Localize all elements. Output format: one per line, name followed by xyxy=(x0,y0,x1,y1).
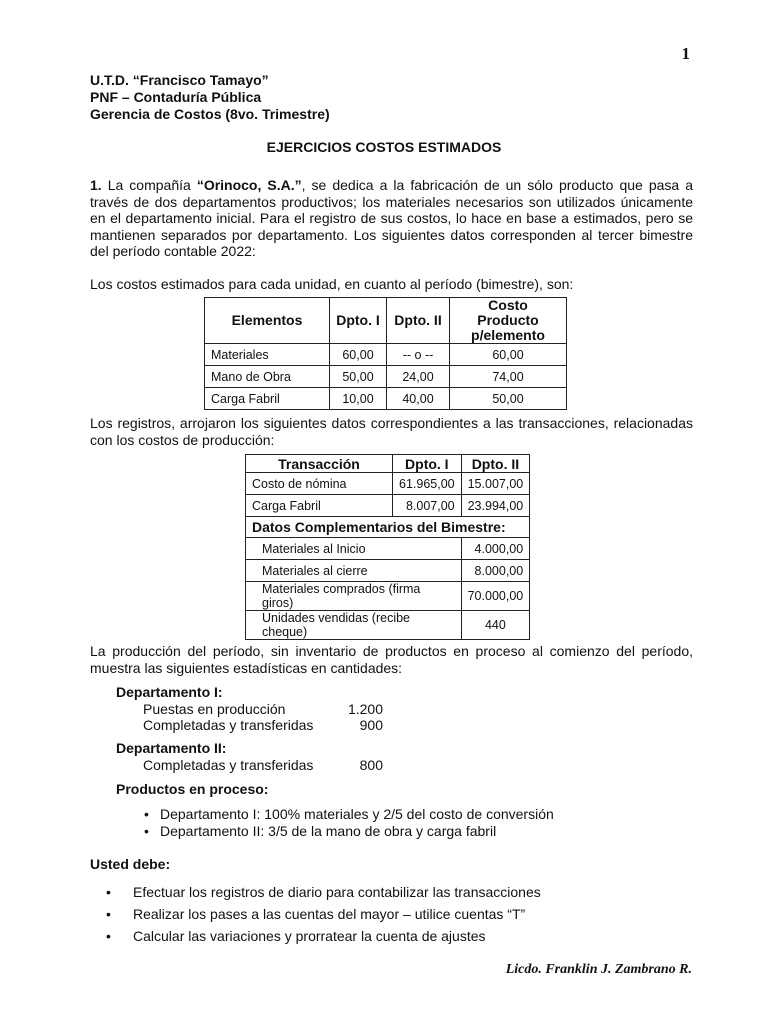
list-item xyxy=(116,701,383,718)
list-item: • Calcular las variaciones y prorratear la cuenta de ajustes xyxy=(133,925,541,947)
tasks-title: Usted debe: xyxy=(90,856,171,872)
in-process-title xyxy=(116,781,268,798)
table-row xyxy=(246,495,530,517)
list-item: • Departamento II: 3/5 de la mano de obra y carga fabril xyxy=(160,823,554,840)
course-line: Gerencia de Costos (8vo. Trimestre) xyxy=(90,106,330,122)
col-header-dpto2: Dpto. II xyxy=(387,298,450,344)
exercise-intro-a: La compañía xyxy=(107,177,197,193)
list-item: • Realizar los pases a las cuentas del mayor – utilice cuentas “T” xyxy=(133,903,541,925)
list-item: • Departamento I: 100% materiales y 2/5 del costo de conversión xyxy=(160,806,554,823)
dept2-title: Departamento II: xyxy=(116,740,227,756)
stat-value: 900 xyxy=(359,717,383,733)
table-cell: 50,00 xyxy=(450,388,567,410)
complementary-title: Datos Complementarios del Bimestre: xyxy=(246,517,530,538)
exercise-intro-b: , se dedica a la fabricación de un sólo producto que pasa a través de dos departamentos productivos; los materiales necesarios son utilizados únicamente en el departamento inicial. Para el registro de sus costos, lo hace en base a estimados, pero se mantienen separados por departamento. Los siguientes datos corresponden al tercer bimestre del período contable 2022: xyxy=(90,177,693,259)
table-row xyxy=(246,560,530,582)
table-cell: 40,00 xyxy=(387,388,450,410)
page-title: EJERCICIOS COSTOS ESTIMADOS xyxy=(266,139,502,155)
table-cell: 50,00 xyxy=(330,366,387,388)
dept2-section xyxy=(116,740,383,773)
table-cell: Materiales comprados (firma giros) xyxy=(246,582,462,611)
program-line: PNF – Contaduría Pública xyxy=(90,89,262,105)
col-header-elementos: Elementos xyxy=(205,298,330,344)
table-row xyxy=(205,366,567,388)
table-cell: 8.007,00 xyxy=(393,495,462,517)
institution-line: U.T.D. “Francisco Tamayo” xyxy=(90,72,269,88)
table-cell: 61.965,00 xyxy=(393,473,462,495)
table-cell: Unidades vendidas (recibe cheque) xyxy=(246,611,462,640)
stat-label: Completadas y transferidas xyxy=(143,717,314,733)
list-item: • Efectuar los registros de diario para contabilizar las transacciones xyxy=(133,881,541,903)
in-process-list xyxy=(160,806,554,840)
table-cell: Carga Fabril xyxy=(246,495,393,517)
table-cell: 15.007,00 xyxy=(461,473,530,495)
dept1-title: Departamento I: xyxy=(116,684,223,700)
table-cell: -- o -- xyxy=(387,344,450,366)
table-row xyxy=(205,344,567,366)
estimated-costs-table xyxy=(204,297,567,410)
page-number: 1 xyxy=(681,44,690,63)
col-header-dpto2: Dpto. II xyxy=(461,455,530,473)
table-cell: 60,00 xyxy=(330,344,387,366)
table-cell: 74,00 xyxy=(450,366,567,388)
table-cell: Materiales al cierre xyxy=(246,560,462,582)
table-row xyxy=(246,611,530,640)
table-row xyxy=(246,538,530,560)
tasks-list xyxy=(133,881,541,947)
col-header-costo-producto: Costo Producto p/elemento xyxy=(450,298,567,344)
table-cell: 4.000,00 xyxy=(461,538,530,560)
table-row xyxy=(205,388,567,410)
dept1-section xyxy=(116,684,383,734)
stat-label: Puestas en producción xyxy=(143,700,286,717)
table-cell: Mano de Obra xyxy=(205,366,330,388)
table-cell: 24,00 xyxy=(387,366,450,388)
table-row xyxy=(246,473,530,495)
table-cell: 60,00 xyxy=(450,344,567,366)
table-header-row xyxy=(205,298,567,344)
table-row xyxy=(246,582,530,611)
table-header-row xyxy=(246,455,530,473)
col-header-dpto1: Dpto. I xyxy=(393,455,462,473)
table-cell: Materiales xyxy=(205,344,330,366)
list-item xyxy=(116,757,383,774)
author-signature: Licdo. Franklin J. Zambrano R. xyxy=(505,962,692,977)
table-cell: Carga Fabril xyxy=(205,388,330,410)
table-cell: 70.000,00 xyxy=(461,582,530,611)
company-name: “Orinoco, S.A.” xyxy=(196,177,302,193)
transactions-table xyxy=(245,454,530,640)
table-cell: 440 xyxy=(461,611,530,640)
table-cell: 10,00 xyxy=(330,388,387,410)
estimated-costs-intro: Los costos estimados para cada unidad, en cuanto al período (bimestre), son: xyxy=(90,276,574,292)
document-header xyxy=(90,72,330,123)
stat-value: 800 xyxy=(359,756,383,773)
in-process-heading: Productos en proceso: xyxy=(116,781,269,797)
table-cell: Materiales al Inicio xyxy=(246,538,462,560)
table-cell: Costo de nómina xyxy=(246,473,393,495)
production-intro: La producción del período, sin inventario de productos en proceso al comienzo del período, muestra las siguientes estadísticas en cantidades: xyxy=(90,643,693,676)
exercise-statement xyxy=(90,177,693,260)
col-header-dpto1: Dpto. I xyxy=(330,298,387,344)
exercise-number: 1. xyxy=(90,177,102,193)
table-cell: 8.000,00 xyxy=(461,560,530,582)
col-header-transaccion: Transacción xyxy=(246,455,393,473)
list-item xyxy=(116,717,383,734)
stat-value: 1.200 xyxy=(347,700,383,717)
stat-label: Completadas y transferidas xyxy=(143,756,314,773)
records-intro: Los registros, arrojaron los siguientes datos correspondientes a las transacciones, relacionadas con los costos de producción: xyxy=(90,415,693,448)
complementary-header-row xyxy=(246,517,530,538)
table-cell: 23.994,00 xyxy=(461,495,530,517)
